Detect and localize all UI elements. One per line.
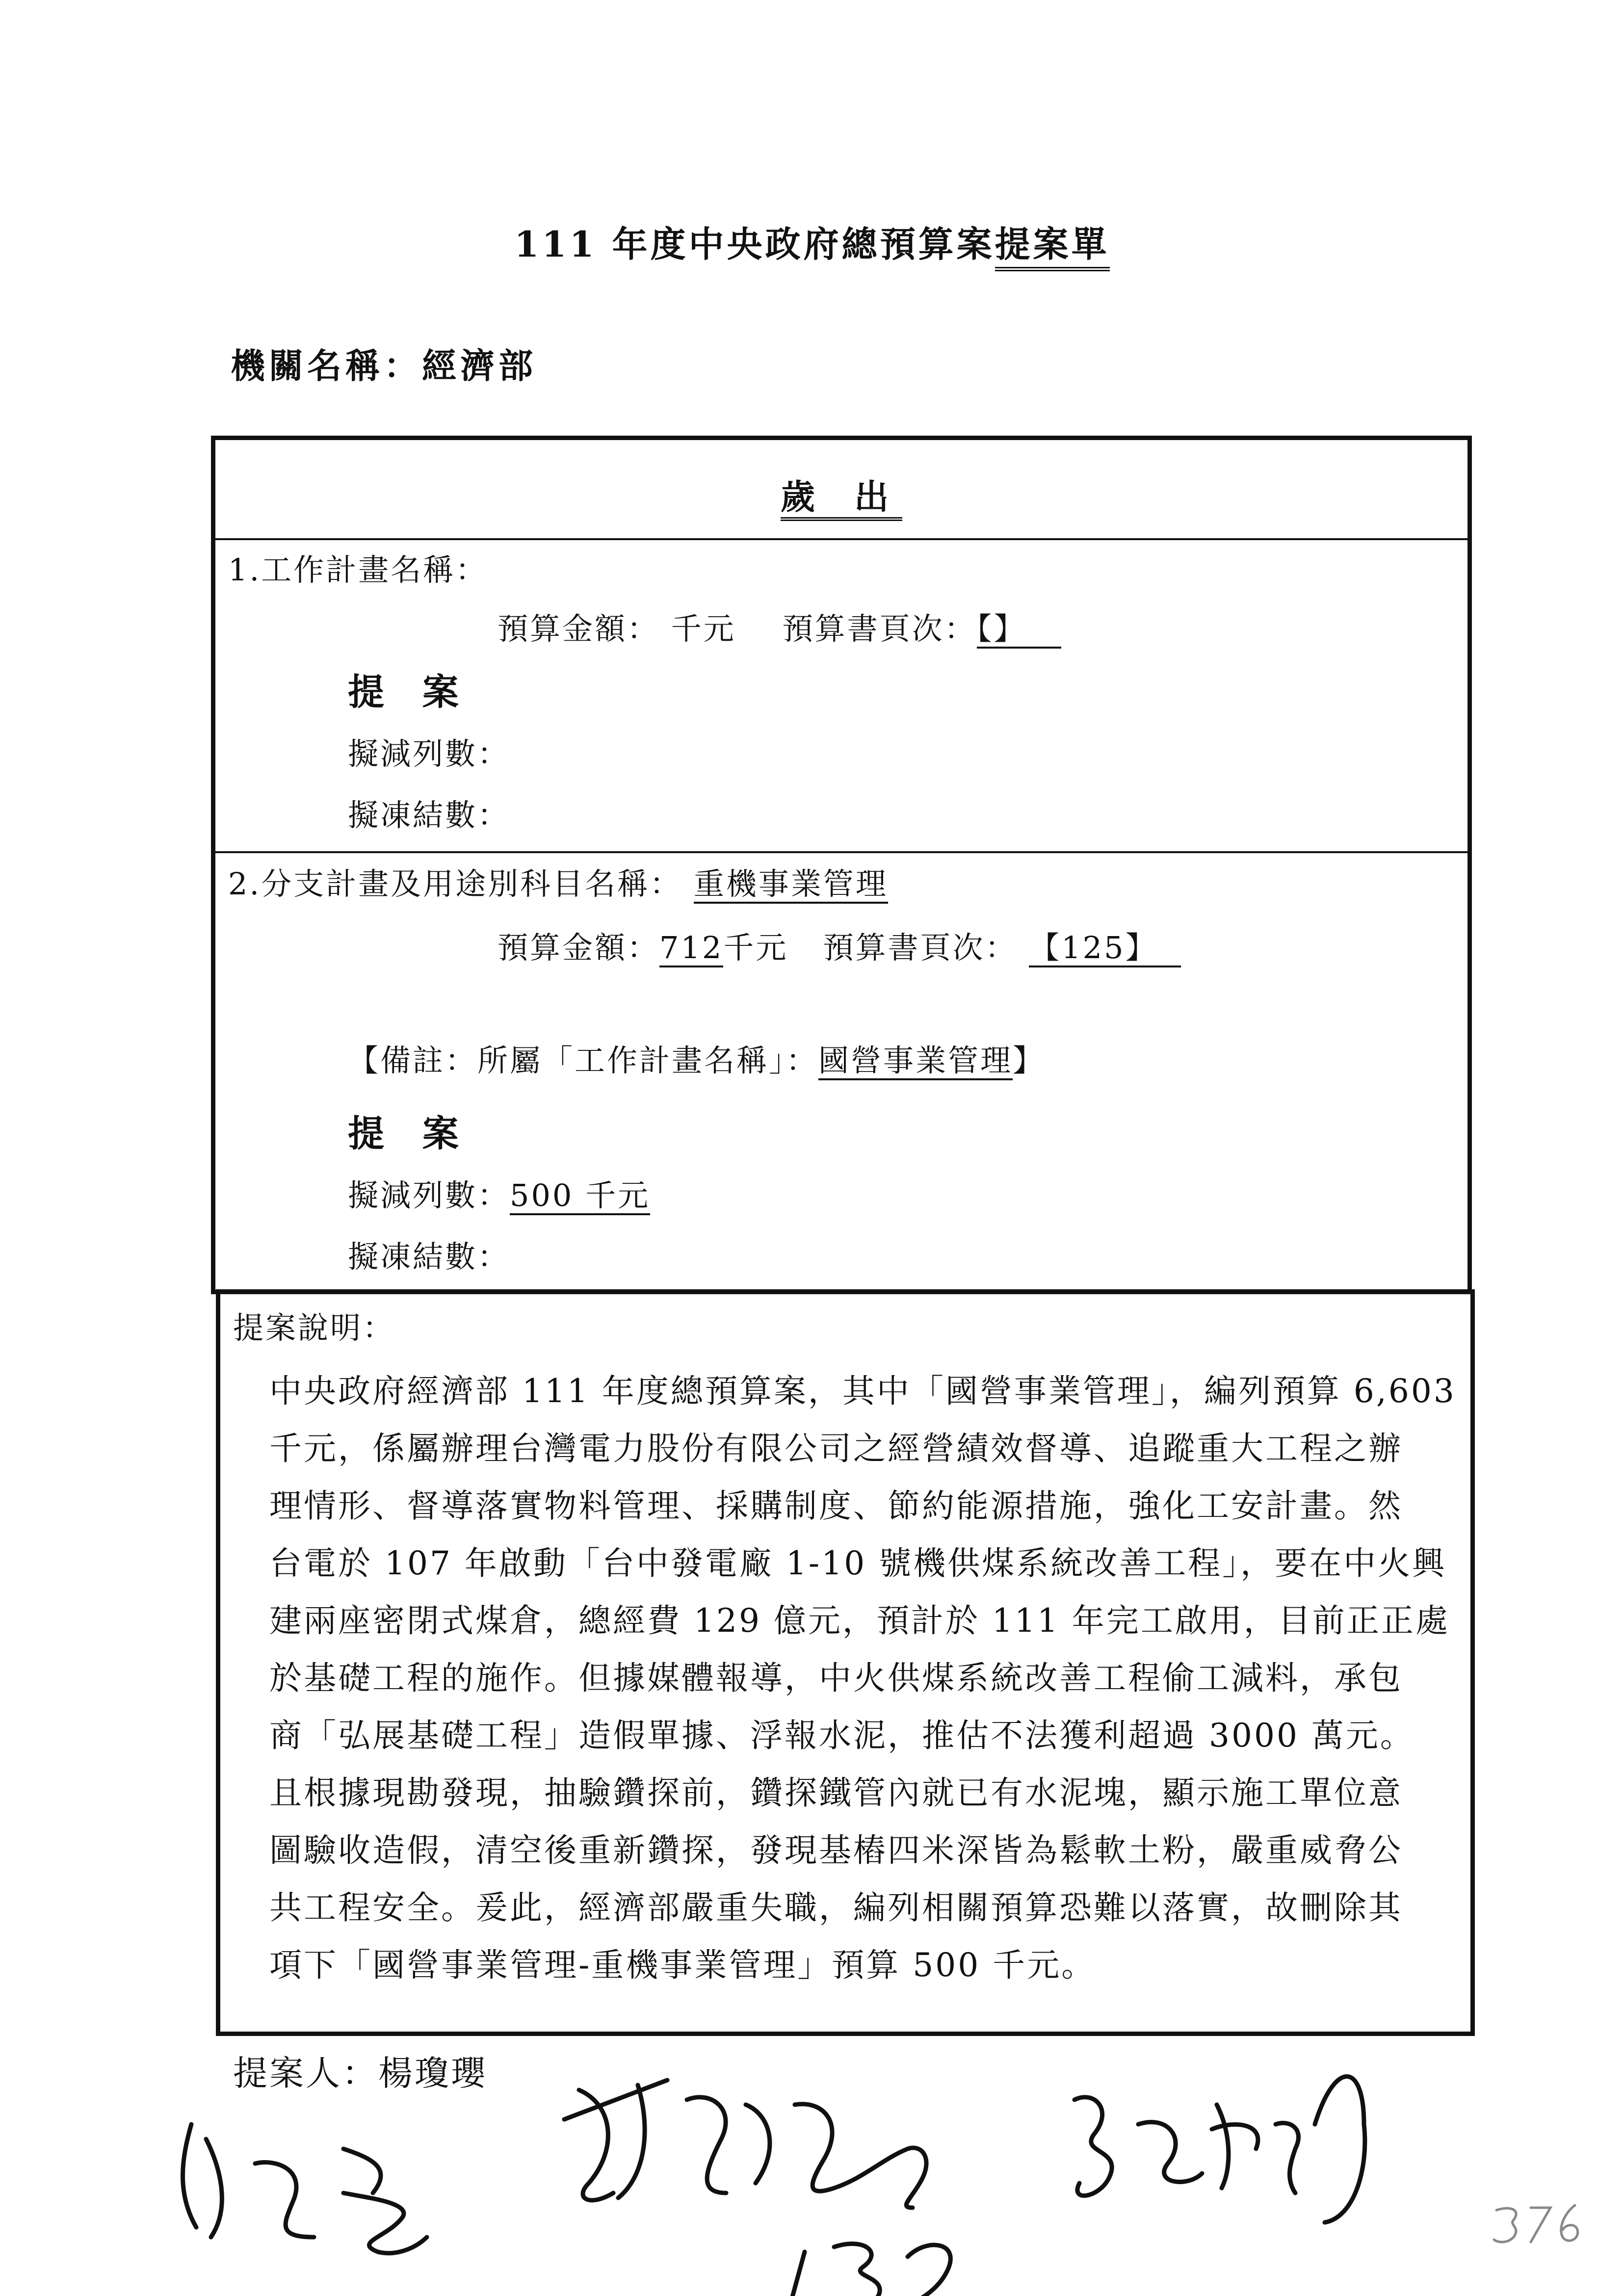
signature-1	[183, 2124, 427, 2253]
explanation-line: 共工程安全。爰此，經濟部嚴重失職，編列相關預算恐難以落實，故刪除其	[269, 1889, 1403, 1927]
item2-note: 【備註：所屬「工作計畫名稱」：國營事業管理】	[348, 1036, 1045, 1080]
item2-note-value: 國營事業管理	[818, 1043, 1013, 1080]
item1-budget: 預算金額： 千元 預算書頁次：【】	[498, 604, 1061, 648]
stamp-number	[1494, 2205, 1578, 2242]
explanation-line: 商「弘展基礎工程」造假單據、浮報水泥，推估不法獲利超過 3000 萬元。	[269, 1717, 1414, 1754]
explanation-line: 於基礎工程的施作。但據媒體報導，中火供煤系統改善工程偷工減料，承包	[269, 1659, 1403, 1697]
item2-name: 重機事業管理	[694, 866, 888, 904]
item1-label: 1.工作計畫名稱：	[228, 552, 488, 588]
page-number-3	[829, 2244, 880, 2296]
section-title: 歲 出	[215, 470, 1467, 519]
item2-budget: 預算金額：712千元 預算書頁次： 【125】	[498, 923, 1181, 967]
item2-reduce-value: 500 千元	[510, 1177, 650, 1215]
signature-2	[564, 2080, 926, 2208]
explanation-label: 提案說明：	[233, 1310, 395, 1346]
item2-page-ref: 【125】	[1029, 930, 1157, 967]
title-main: 111 年度中央政府總預算案	[514, 223, 995, 265]
page-number-2	[908, 2245, 957, 2296]
item1-proposal-heading: 提 案	[348, 671, 471, 713]
signature-3	[1074, 2077, 1365, 2223]
explanation-line: 台電於 107 年啟動「台中發電廠 1-10 號機供煤系統改善工程」，要在中火興	[269, 1544, 1447, 1582]
item1-reduce-label: 擬減列數：	[348, 736, 510, 772]
explanation-line: 且根據現勘發現，抽驗鑽探前，鑽探鐵管內就已有水泥塊，顯示施工單位意	[269, 1774, 1403, 1812]
agency-name: 機關名稱：經濟部	[231, 345, 537, 386]
page-number-1	[790, 2252, 805, 2296]
item2-proposal-heading: 提 案	[348, 1113, 471, 1155]
explanation-line: 中央政府經濟部 111 年度總預算案，其中「國營事業管理」，編列預算 6,603	[269, 1372, 1456, 1410]
explanation-line: 建兩座密閉式煤倉，總經費 129 億元，預計於 111 年完工啟用，目前正正處	[269, 1602, 1450, 1640]
item2-reduce: 擬減列數：500 千元	[348, 1171, 650, 1215]
item1-freeze-label: 擬凍結數：	[348, 797, 510, 833]
explanation-line: 項下「國營事業管理-重機事業管理」預算 500 千元。	[269, 1946, 1096, 1984]
item2-freeze-label: 擬凍結數：	[348, 1239, 510, 1275]
item2-budget-amount: 712	[659, 930, 723, 967]
item2-label: 2.分支計畫及用途別科目名稱： 重機事業管理	[228, 860, 888, 903]
explanation-line: 圖驗收造假，清空後重新鑽探，發現基樁四米深皆為鬆軟土粉，嚴重威脅公	[269, 1831, 1403, 1869]
title-underlined: 提案單	[995, 223, 1110, 271]
explanation-line: 千元，係屬辦理台灣電力股份有限公司之經營績效督導、追蹤重大工程之辦	[269, 1430, 1403, 1467]
proposer: 提案人：楊瓊瓔	[233, 2053, 487, 2093]
explanation-line: 理情形、督導落實物料管理、採購制度、節約能源措施，強化工安計畫。然	[269, 1487, 1403, 1525]
item1-page-ref: 【】	[977, 611, 1026, 649]
